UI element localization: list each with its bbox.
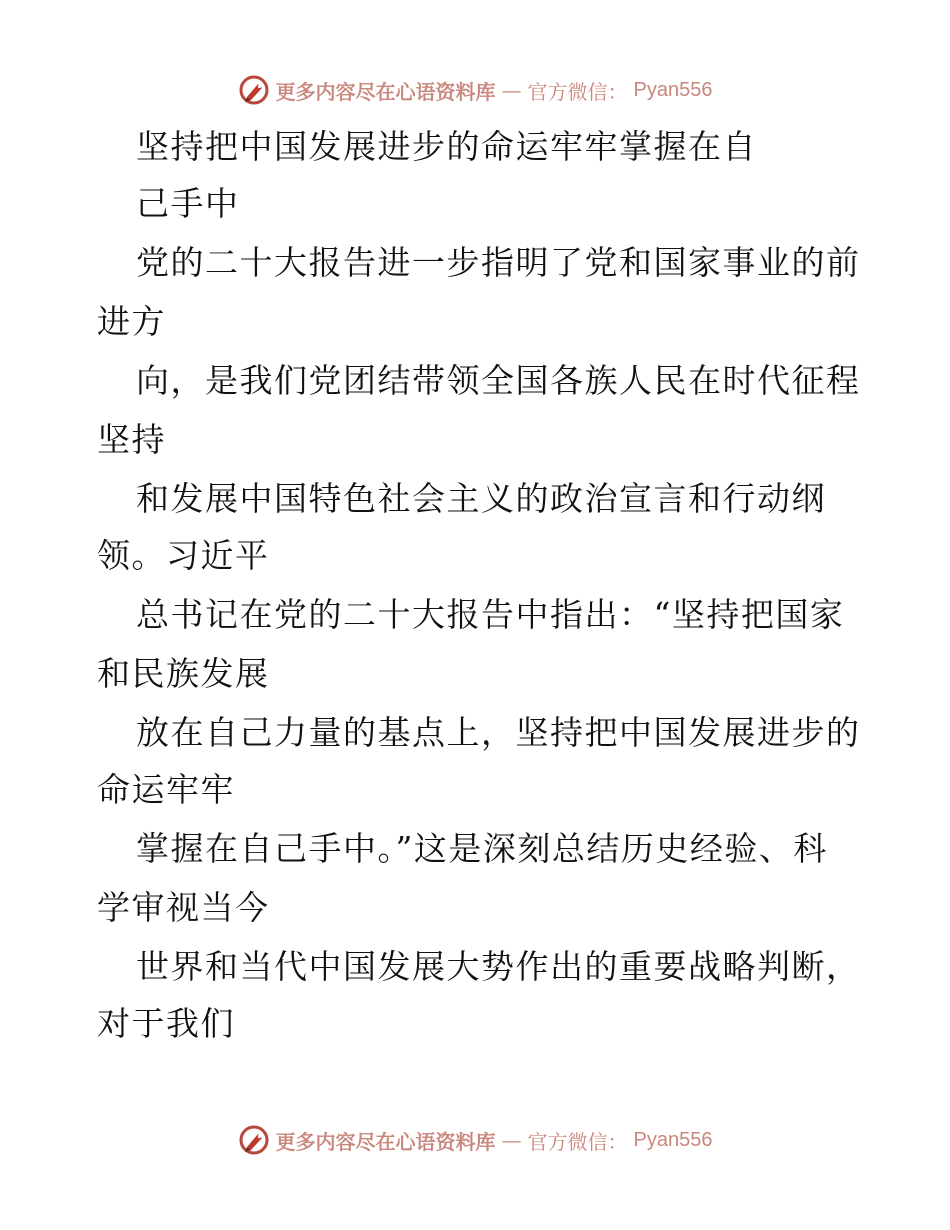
watermark-contact-label: 官方微信：: [527, 79, 628, 104]
body-line: 和发展中国特色社会主义的政治宣言和行动纲: [136, 479, 826, 518]
body-line: 党的二十大报告进一步指明了党和国家事业的前: [136, 243, 861, 282]
body-line: 己手中: [136, 184, 240, 223]
body-line: 领。习近平: [97, 536, 270, 575]
body-line: 放在自己力量的基点上，坚持把中国发展进步的: [136, 713, 861, 752]
header-watermark: [0, 70, 950, 110]
watermark-contact-label: 官方微信：: [527, 1129, 628, 1154]
body-line: 对于我们: [97, 1004, 235, 1043]
body-line: 总书记在党的二十大报告中指出：“坚持把国家: [136, 595, 845, 634]
pen-nib-logo-icon: [238, 1124, 270, 1156]
body-line: 世界和当代中国发展大势作出的重要战略判断，: [136, 947, 861, 986]
footer-watermark: [0, 1120, 950, 1160]
body-line: 和民族发展: [97, 654, 270, 693]
body-line: 坚持把中国发展进步的命运牢牢掌握在自: [136, 127, 757, 166]
body-line: 命运牢牢: [97, 770, 235, 809]
watermark-separator: —: [501, 1128, 522, 1152]
watermark-brand: 更多内容尽在心语资料库: [275, 1129, 496, 1154]
watermark-brand: 更多内容尽在心语资料库: [275, 79, 496, 104]
watermark-contact-id: Pyan556: [633, 78, 713, 101]
body-line: 向，是我们党团结带领全国各族人民在时代征程: [136, 361, 861, 400]
pen-nib-logo-icon: [238, 74, 270, 106]
body-line: 进方: [97, 302, 166, 341]
body-line: 坚持: [97, 420, 166, 459]
body-line: 掌握在自己手中。”这是深刻总结历史经验、科: [136, 829, 828, 868]
watermark-separator: —: [501, 78, 522, 102]
body-line: 学审视当今: [97, 888, 270, 927]
watermark-contact-id: Pyan556: [633, 1128, 713, 1151]
